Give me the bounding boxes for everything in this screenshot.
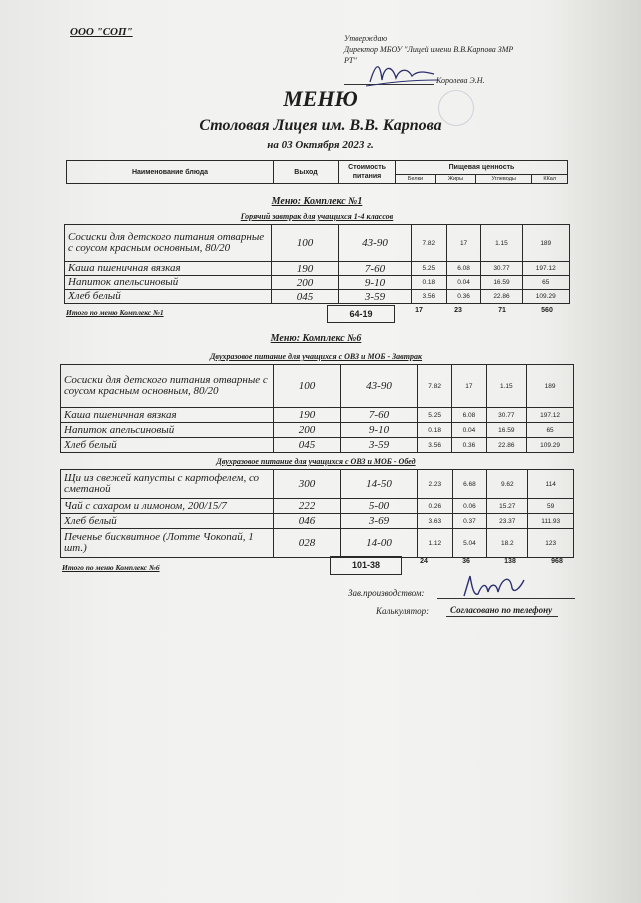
menu6-total-kcal: 968	[551, 558, 563, 565]
dish-price: 43-90	[341, 365, 418, 408]
menu6-section-lunch: Двухразовое питание для учащихся с ОВЗ и МОБ - Обед	[216, 457, 416, 466]
dish-name: Чай с сахаром и лимоном, 200/15/7	[61, 499, 274, 514]
dish-kcal: 197.12	[522, 262, 570, 276]
header-cost-top: Стоимость	[348, 164, 386, 171]
dish-price: 5-00	[341, 499, 418, 514]
dish-fats: 5.04	[452, 529, 487, 558]
dish-yield: 045	[272, 290, 339, 304]
dish-fats: 0.04	[446, 276, 481, 290]
dish-fats: 0.36	[446, 290, 481, 304]
dish-carbs: 16.59	[481, 276, 522, 290]
dish-fats: 0.37	[452, 514, 487, 529]
dish-fats: 6.08	[452, 408, 486, 423]
header-fats: Жиры	[435, 174, 475, 183]
dish-name: Сосиски для детского питания отварные с соусом красным основным, 80/20	[61, 365, 274, 408]
dish-price: 9-10	[341, 423, 418, 438]
menu-date: на 03 Октября 2023 г.	[267, 139, 374, 151]
dish-fats: 0.06	[452, 499, 487, 514]
dish-name: Печенье бисквитное (Лотте Чокопай, 1 шт.)	[61, 529, 274, 558]
dish-name: Сосиски для детского питания отварные с соусом красным основным, 80/20	[65, 225, 272, 262]
header-carbs: Углеводы	[475, 174, 532, 183]
organization-name: ООО "СОП"	[70, 26, 133, 38]
menu1-section: Горячий завтрак для учащихся 1-4 классов	[240, 212, 394, 221]
menu1-total-proteins: 17	[415, 307, 423, 314]
dish-kcal: 197.12	[527, 408, 574, 423]
dish-kcal: 65	[527, 423, 574, 438]
dish-name: Хлеб белый	[65, 290, 272, 304]
dish-carbs: 1.15	[486, 365, 527, 408]
dish-price: 7-60	[339, 262, 412, 276]
dish-price: 3-59	[341, 438, 418, 453]
dish-kcal: 189	[522, 225, 570, 262]
dish-price: 14-50	[341, 470, 418, 499]
dish-carbs: 1.15	[481, 225, 522, 262]
dish-kcal: 109.29	[527, 438, 574, 453]
dish-carbs: 30.77	[481, 262, 522, 276]
dish-yield: 100	[274, 365, 341, 408]
header-yield: Выход	[274, 161, 339, 184]
manager-signature	[458, 570, 528, 602]
dish-kcal: 123	[528, 529, 574, 558]
header-proteins: Белки	[396, 174, 436, 183]
table-row	[65, 262, 570, 276]
menu1-total-fats: 23	[454, 307, 462, 314]
dish-proteins: 3.63	[418, 514, 453, 529]
dish-carbs: 23.37	[487, 514, 528, 529]
menu6-total-carbs: 138	[504, 558, 516, 565]
dish-proteins: 7.82	[412, 225, 447, 262]
table-row	[61, 438, 574, 453]
dish-proteins: 1.12	[418, 529, 453, 558]
header-nutrition: Пищевая ценность	[396, 161, 568, 175]
dish-price: 14-00	[341, 529, 418, 558]
dish-proteins: 0.18	[412, 276, 447, 290]
dish-carbs: 22.86	[481, 290, 522, 304]
table-row	[61, 470, 574, 499]
menu1-total-label: Итого по меню Комплекс №1	[66, 308, 164, 317]
dish-proteins: 5.25	[412, 262, 447, 276]
menu1-total-price: 64-19	[327, 305, 395, 323]
header-cost	[339, 161, 396, 184]
dish-name: Напиток апельсиновый	[61, 423, 274, 438]
table-row	[65, 225, 570, 262]
menu6-breakfast-table	[60, 364, 574, 453]
menu-header-table	[66, 160, 568, 184]
dish-price: 7-60	[341, 408, 418, 423]
header-name: Наименование блюда	[67, 161, 274, 184]
dish-fats: 6.08	[446, 262, 481, 276]
dish-name: Хлеб белый	[61, 514, 274, 529]
menu6-total-label: Итого по меню Комплекс №6	[62, 563, 160, 572]
dish-fats: 0.36	[452, 438, 486, 453]
dish-carbs: 16.59	[486, 423, 527, 438]
dish-yield: 200	[272, 276, 339, 290]
dish-yield: 190	[274, 408, 341, 423]
table-row	[61, 529, 574, 558]
dish-kcal: 111.93	[528, 514, 574, 529]
dish-proteins: 3.56	[412, 290, 447, 304]
manager-label: Зав.производством:	[348, 588, 425, 598]
approval-line-1: Утверждаю	[344, 34, 388, 43]
dish-name: Хлеб белый	[61, 438, 274, 453]
table-row	[61, 365, 574, 408]
dish-carbs: 30.77	[486, 408, 527, 423]
dish-yield: 100	[272, 225, 339, 262]
dish-proteins: 5.25	[418, 408, 452, 423]
dish-fats: 6.68	[452, 470, 487, 499]
menu1-total-kcal: 560	[541, 307, 553, 314]
table-row	[61, 423, 574, 438]
dish-price: 43-90	[339, 225, 412, 262]
dish-kcal: 65	[522, 276, 570, 290]
table-row	[65, 276, 570, 290]
approval-line-3: РТ"	[344, 56, 357, 65]
table-row	[61, 499, 574, 514]
dish-yield: 028	[274, 529, 341, 558]
dish-fats: 0.04	[452, 423, 486, 438]
menu1-total-carbs: 71	[498, 307, 506, 314]
table-row	[61, 514, 574, 529]
calculator-value: Согласовано по телефону	[446, 605, 558, 617]
dish-price: 9-10	[339, 276, 412, 290]
dish-carbs: 15.27	[487, 499, 528, 514]
menu6-total-fats: 36	[462, 558, 470, 565]
header-cost-bottom: питания	[352, 173, 382, 180]
dish-carbs: 22.86	[486, 438, 527, 453]
dish-kcal: 189	[527, 365, 574, 408]
menu6-section-breakfast: Двухразовое питание для учащихся с ОВЗ и МОБ - Завтрак	[209, 352, 423, 361]
menu6-total-proteins: 24	[420, 558, 428, 565]
table-row	[65, 290, 570, 304]
dish-name: Каша пшеничная вязкая	[61, 408, 274, 423]
dish-kcal: 109.29	[522, 290, 570, 304]
calculator-label: Калькулятор:	[376, 606, 430, 616]
dish-proteins: 0.18	[418, 423, 452, 438]
dish-proteins: 7.82	[418, 365, 452, 408]
menu1-table	[64, 224, 570, 304]
dish-carbs: 18.2	[487, 529, 528, 558]
dish-yield: 045	[274, 438, 341, 453]
header-kcal: ККал	[532, 174, 568, 183]
dish-yield: 190	[272, 262, 339, 276]
menu6-title: Меню: Комплекс №6	[270, 333, 362, 344]
dish-yield: 046	[274, 514, 341, 529]
director-name: Королева Э.Н.	[436, 76, 485, 85]
dish-price: 3-69	[341, 514, 418, 529]
dish-price: 3-59	[339, 290, 412, 304]
dish-proteins: 3.56	[418, 438, 452, 453]
dish-yield: 222	[274, 499, 341, 514]
page-title: МЕНЮ	[283, 86, 358, 111]
dish-fats: 17	[446, 225, 481, 262]
approval-line-2: Директор МБОУ "Лицей имени В.В.Карпова ЗМР	[344, 45, 514, 54]
dish-yield: 300	[274, 470, 341, 499]
dish-name: Щи из свежей капусты с картофелем, со сметаной	[61, 470, 274, 499]
dish-kcal: 59	[528, 499, 574, 514]
page-subtitle: Столовая Лицея им. В.В. Карпова	[199, 117, 442, 134]
dish-name: Каша пшеничная вязкая	[65, 262, 272, 276]
dish-name: Напиток апельсиновый	[65, 276, 272, 290]
dish-proteins: 0.26	[418, 499, 453, 514]
table-row	[61, 408, 574, 423]
menu1-title: Меню: Комплекс №1	[271, 196, 363, 207]
menu6-total-price: 101-38	[330, 556, 402, 575]
dish-fats: 17	[452, 365, 486, 408]
dish-carbs: 9.62	[487, 470, 528, 499]
dish-yield: 200	[274, 423, 341, 438]
dish-kcal: 114	[528, 470, 574, 499]
dish-proteins: 2.23	[418, 470, 453, 499]
menu6-lunch-table	[60, 469, 574, 558]
